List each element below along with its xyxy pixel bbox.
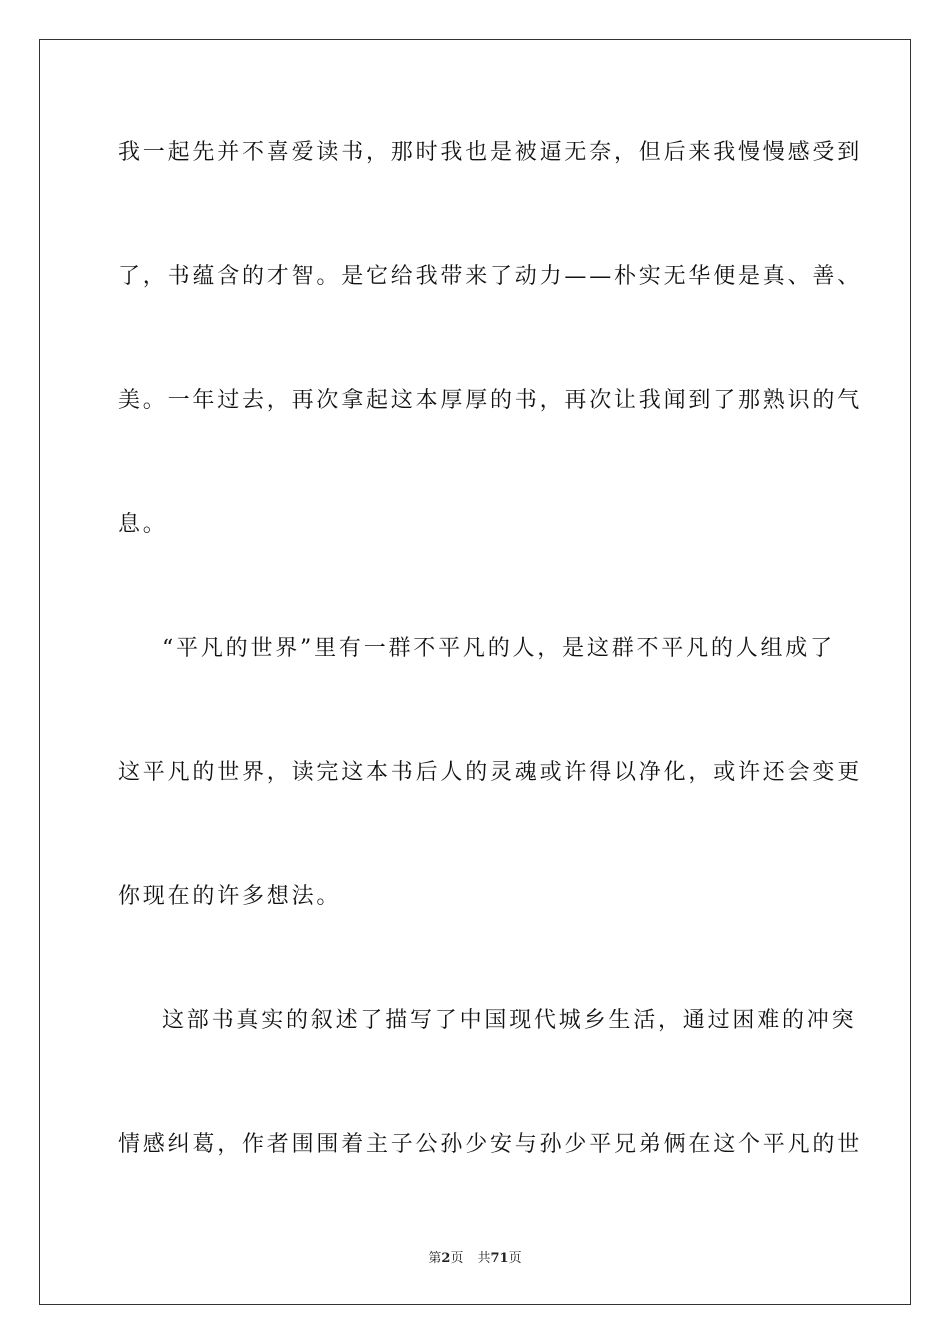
paragraph-1-line-2: 了，书蕴含的才智。是它给我带来了动力——朴实无华便是真、善、 bbox=[118, 264, 863, 289]
paragraph-2-line-2: 这平凡的世界，读完这本书后人的灵魂或许得以净化，或许还会变更 bbox=[118, 760, 863, 785]
total-pages: 71 bbox=[490, 1251, 509, 1266]
paragraph-3-line-2: 情感纠葛，作者围围着主子公孙少安与孙少平兄弟俩在这个平凡的世 bbox=[118, 1132, 863, 1157]
page-border bbox=[39, 39, 911, 1305]
paragraph-2-line-3: 你现在的许多想法。 bbox=[118, 884, 342, 909]
paragraph-2-line-1: “平凡的世界”里有一群不平凡的人，是这群不平凡的人组成了 bbox=[162, 636, 835, 661]
paragraph-1-line-1: 我一起先并不喜爱读书，那时我也是被逼无奈，但后来我慢慢感受到 bbox=[118, 140, 863, 165]
page-suffix: 页 bbox=[450, 1251, 464, 1266]
page-number: 2 bbox=[441, 1251, 451, 1266]
paragraph-1-line-3: 美。一年过去，再次拿起这本厚厚的书，再次让我闻到了那熟识的气 bbox=[118, 388, 863, 413]
total-suffix: 页 bbox=[508, 1251, 522, 1266]
paragraph-1-line-4: 息。 bbox=[118, 512, 168, 537]
page-prefix: 第 bbox=[428, 1251, 442, 1266]
paragraph-3-line-1: 这部书真实的叙述了描写了中国现代城乡生活，通过困难的冲突 bbox=[162, 1008, 857, 1033]
total-prefix: 共 bbox=[477, 1251, 491, 1266]
page-footer bbox=[0, 1247, 950, 1266]
